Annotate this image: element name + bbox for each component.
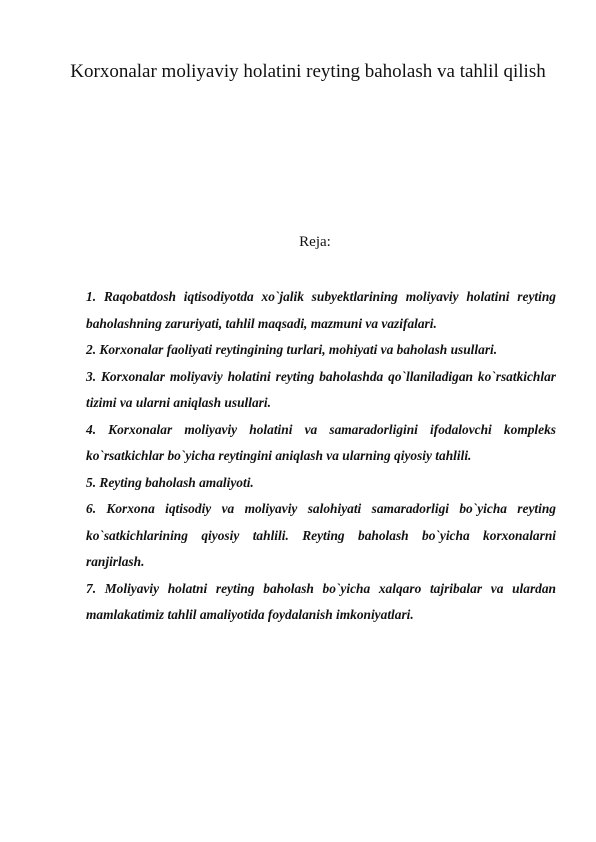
plan-heading: Reja: <box>299 234 331 250</box>
plan-item-2: 2. Korxonalar faoliyati reytingining turlari, mohiyati va baholash usullari. <box>86 342 498 357</box>
plan-item-4: 4. Korxonalar moliyaviy holatini va samaradorligini ifodalovchi kompleks ko`rsatkichlar bo`yicha reytingini aniqlash va ularning qiyosiy tahlili. <box>86 421 556 463</box>
plan-item-7: 7. Moliyaviy holatni reyting baholash bo`yicha xalqaro tajribalar va ulardan mamlakatimiz tahlil amaliyotida foydalanish imkoniyatlari. <box>86 580 556 622</box>
plan-list <box>86 284 556 629</box>
plan-item-3: 3. Korxonalar moliyaviy holatini reyting baholashda qo`llaniladigan ko`rsatkichlar tizimi va ularni aniqlash usullari. <box>86 368 556 410</box>
plan-item-5: 5. Reyting baholash amaliyoti. <box>86 474 254 490</box>
plan-item-6: 6. Korxona iqtisodiy va moliyaviy salohiyati samaradorligi bo`yicha reyting ko`satkichlarining qiyosiy tahlili. Reyting baholash bo`yicha korxonalarni ranjirlash. <box>86 501 556 569</box>
document-title: Korxonalar moliyaviy holatini reyting baholash va tahlil qilish <box>70 61 546 82</box>
plan-item-1: 1. Raqobatdosh iqtisodiyotda xo`jalik subyektlarining moliyaviy holatini reyting baholashning zaruriyati, tahlil maqsadi, mazmuni va vazifalari. <box>86 289 556 331</box>
